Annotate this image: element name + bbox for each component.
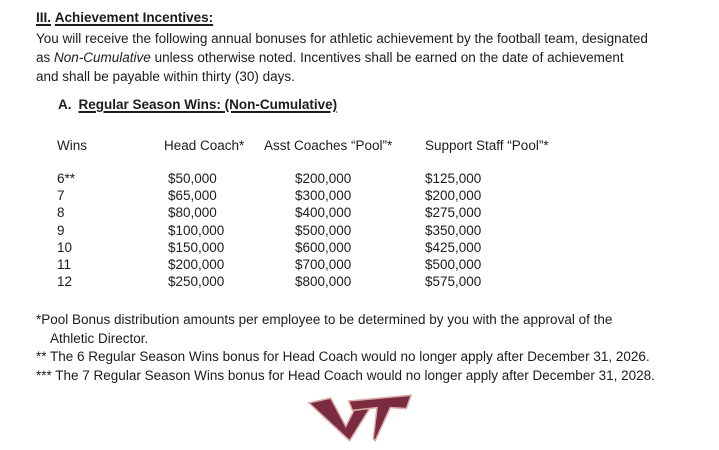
table-cell: $500,000 bbox=[425, 256, 482, 272]
table-cell: $80,000 bbox=[168, 205, 217, 221]
table-cell: 7 bbox=[57, 188, 65, 204]
table-cell: 9 bbox=[57, 222, 65, 238]
column-header: Wins bbox=[57, 138, 87, 153]
table-row bbox=[57, 205, 620, 222]
table-cell: $125,000 bbox=[425, 171, 482, 186]
table-cell: $500,000 bbox=[295, 222, 352, 238]
vt-logo bbox=[307, 394, 413, 442]
column-header: Head Coach* bbox=[164, 138, 245, 153]
column-header: Asst Coaches “Pool”* bbox=[264, 138, 393, 153]
intro-line-2: as Non-Cumulative unless otherwise noted. Incentives shall be earned on the date of achievement bbox=[36, 50, 624, 66]
table-row bbox=[57, 257, 620, 274]
table-cell: $250,000 bbox=[168, 274, 225, 290]
table-row bbox=[57, 240, 620, 257]
table-cell: $575,000 bbox=[425, 274, 482, 290]
intro-line-1: You will receive the following annual bonuses for athletic achievement by the football team, designated bbox=[36, 31, 648, 46]
table-cell: 8 bbox=[57, 205, 65, 221]
intro-line-3: and shall be payable within thirty (30) days. bbox=[36, 69, 295, 85]
table-cell: $150,000 bbox=[168, 239, 225, 255]
table-cell: $100,000 bbox=[168, 222, 225, 238]
section-title: Achievement Incentives: bbox=[54, 10, 214, 25]
table-row bbox=[57, 171, 620, 188]
table-cell: 10 bbox=[57, 239, 73, 255]
table-row bbox=[57, 223, 620, 240]
table-cell: $350,000 bbox=[425, 222, 482, 238]
column-header: Support Staff “Pool”* bbox=[425, 138, 549, 153]
subsection-heading bbox=[58, 97, 337, 112]
section-number: III. bbox=[36, 10, 52, 25]
table-cell: 11 bbox=[57, 256, 72, 272]
table-row bbox=[57, 188, 620, 205]
table-cell: $200,000 bbox=[168, 256, 225, 272]
logo-container bbox=[0, 394, 719, 442]
table-cell: $200,000 bbox=[295, 171, 352, 186]
table-cell: $425,000 bbox=[425, 239, 482, 255]
intro-paragraph bbox=[36, 29, 648, 87]
footnote-line: ** The 6 Regular Season Wins bonus for Head Coach would no longer apply after December 31, 2026. bbox=[36, 349, 650, 365]
table-cell: $50,000 bbox=[168, 171, 217, 186]
table-cell: 6** bbox=[57, 171, 76, 186]
non-cumulative-term: Non-Cumulative bbox=[54, 50, 151, 66]
footnote-line: *** The 7 Regular Season Wins bonus for Head Coach would no longer apply after December 31, 2028. bbox=[36, 367, 655, 383]
footnotes bbox=[36, 311, 655, 385]
table-cell: $400,000 bbox=[295, 205, 352, 221]
footnote-line: *Pool Bonus distribution amounts per employee to be determined by you with the approval of the bbox=[36, 312, 613, 327]
table-cell: $200,000 bbox=[425, 188, 482, 204]
table-cell: 12 bbox=[57, 274, 73, 290]
table-cell: $600,000 bbox=[295, 239, 352, 255]
table-cell: $275,000 bbox=[425, 205, 482, 221]
table-cell: $300,000 bbox=[295, 188, 352, 204]
table-cell: $700,000 bbox=[295, 256, 352, 272]
table-cell: $65,000 bbox=[168, 188, 217, 204]
section-heading bbox=[36, 10, 213, 25]
table-row bbox=[57, 274, 620, 291]
footnote-line: Athletic Director. bbox=[50, 330, 149, 346]
wins-table-header-row bbox=[57, 138, 620, 155]
wins-bonus-table bbox=[57, 138, 620, 291]
subsection-title: Regular Season Wins: (Non-Cumulative) bbox=[78, 97, 338, 112]
wins-table-body bbox=[57, 171, 620, 291]
subsection-letter: A. bbox=[58, 97, 72, 112]
table-cell: $800,000 bbox=[295, 274, 352, 290]
